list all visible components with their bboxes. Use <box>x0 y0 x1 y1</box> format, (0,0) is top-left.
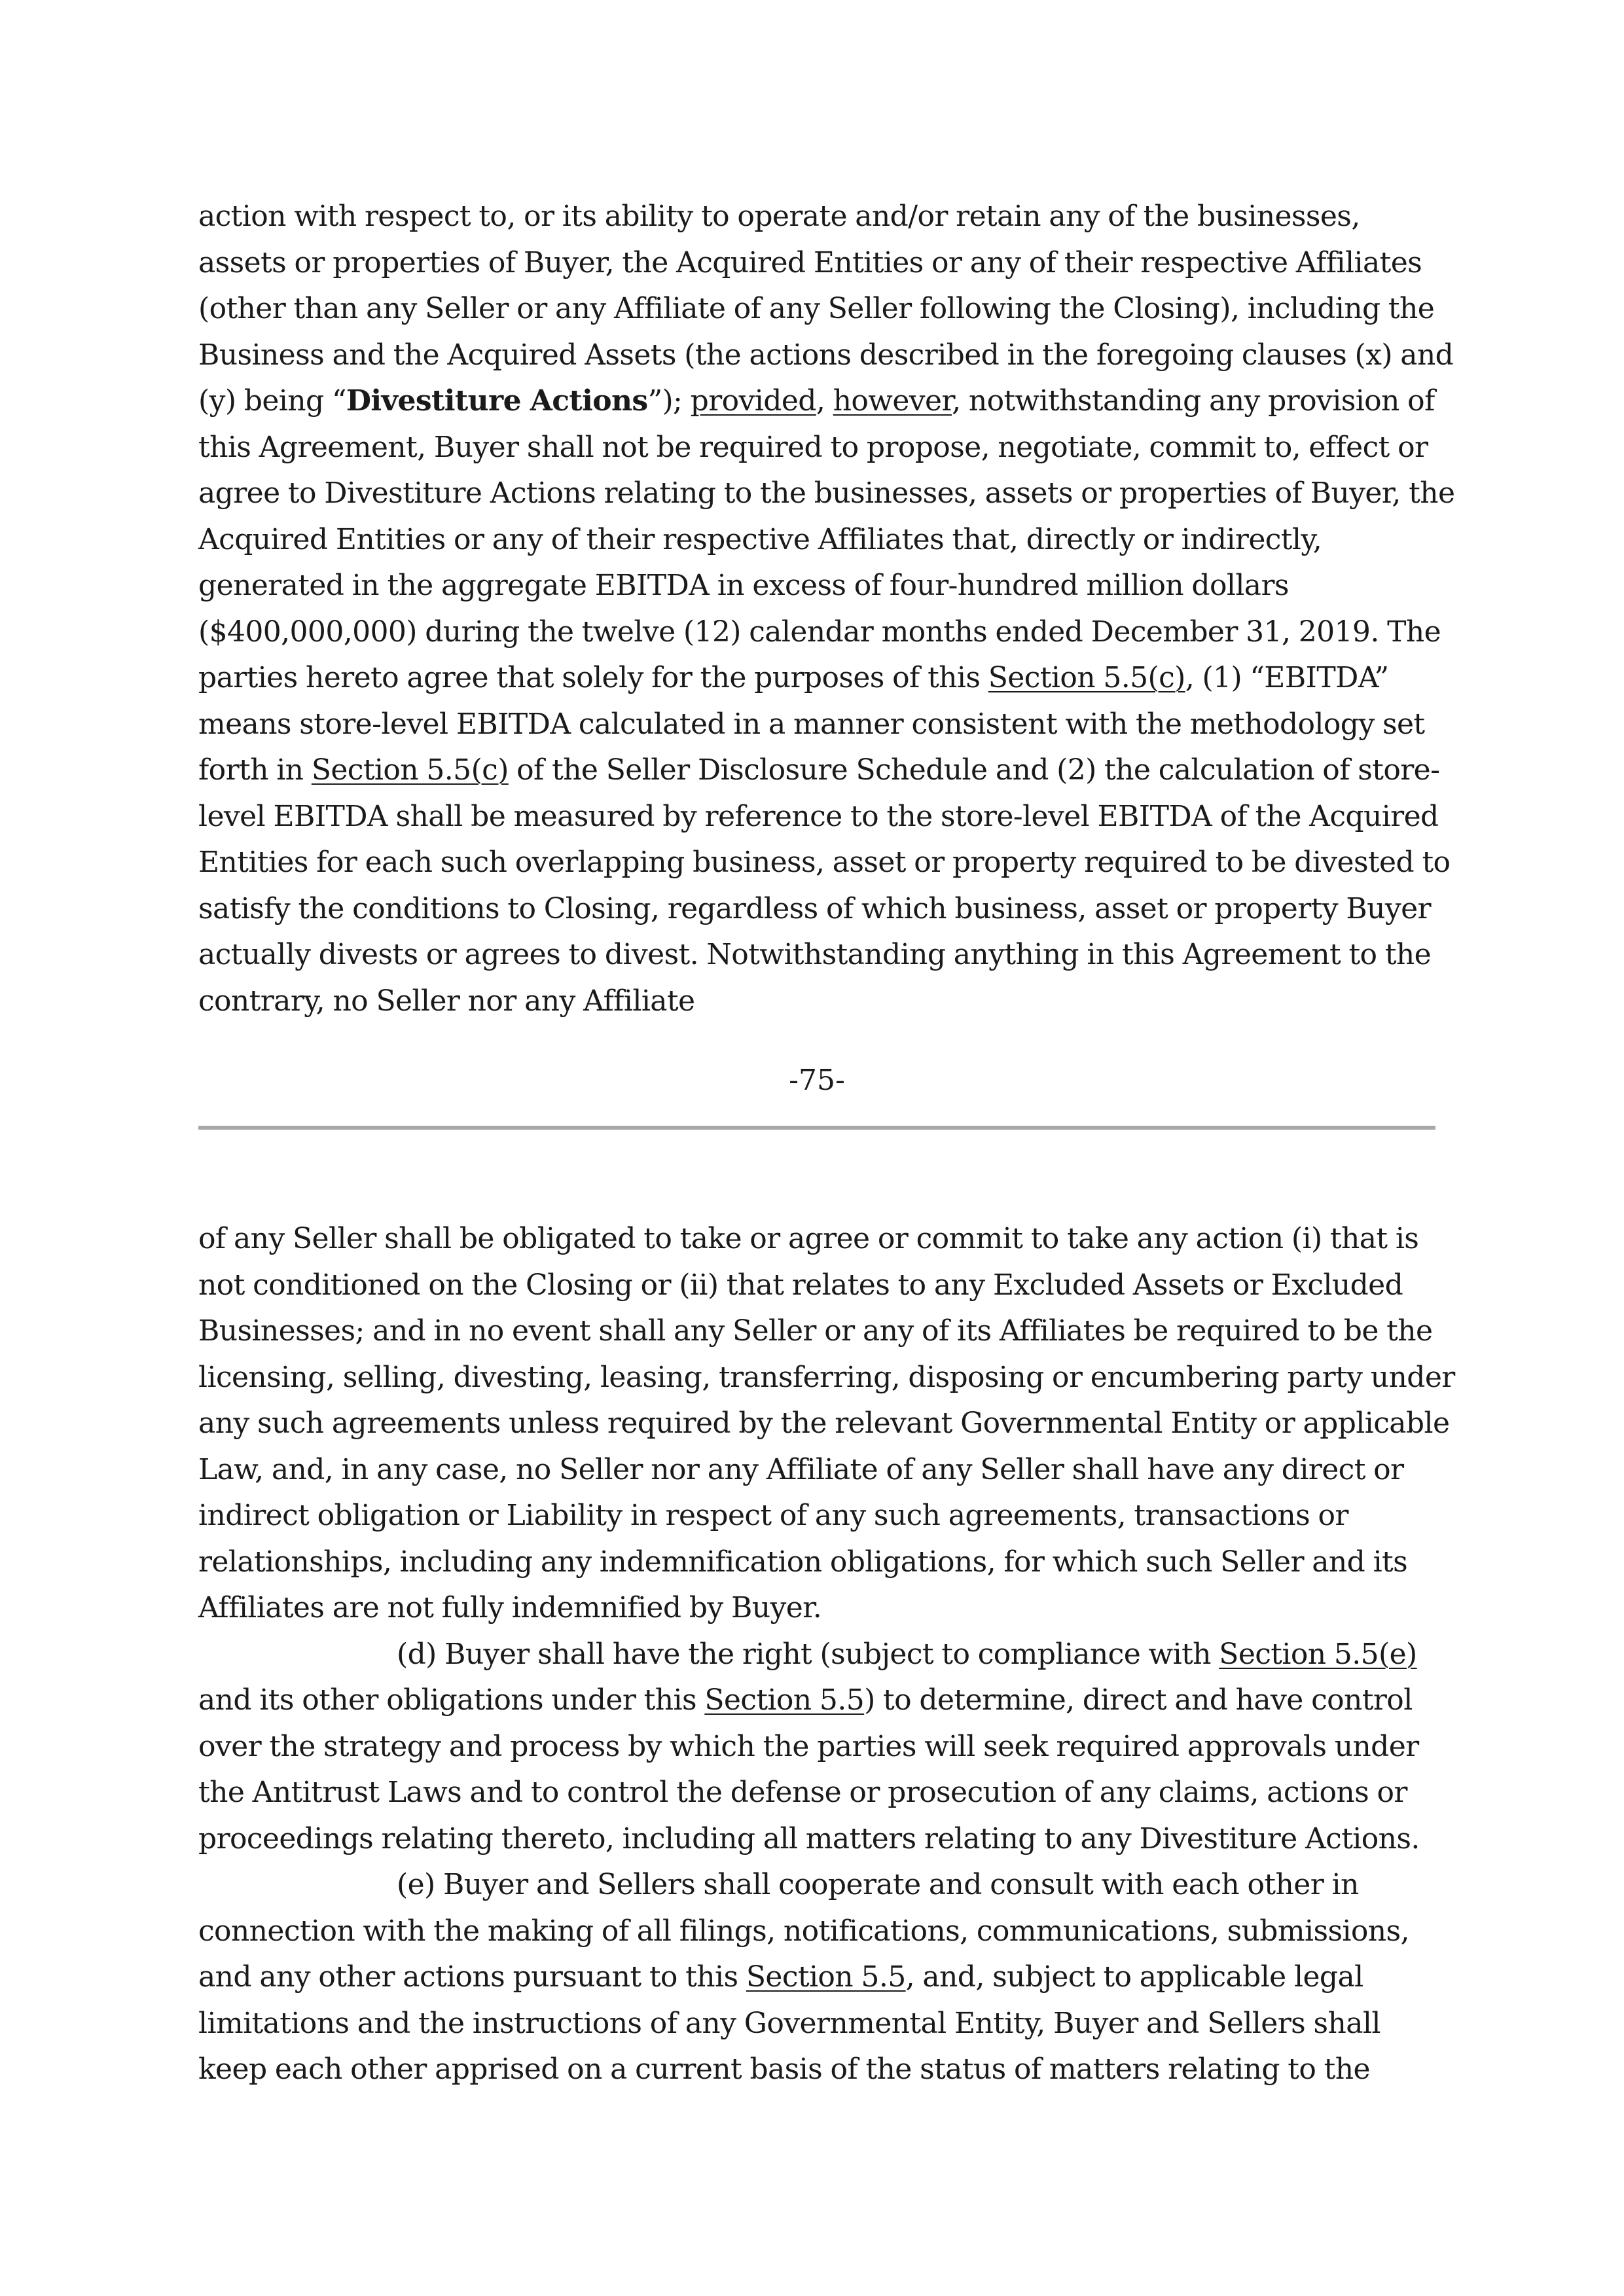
text-line: level EBITDA shall be measured by reference to the store-level EBITDA of the Acquired <box>198 799 1439 833</box>
page-divider <box>198 1126 1435 1130</box>
text-line: Business and the Acquired Assets (the actions described in the foregoing clauses (x) and <box>198 338 1454 372</box>
text-fragment: forth in <box>198 753 312 787</box>
text-line: Acquired Entities or any of their respective Affiliates that, directly or indirectly, <box>198 522 1322 556</box>
text-fragment: ) to determine, direct and have control <box>864 1683 1413 1717</box>
section-reference: Section 5.5(c) <box>311 753 509 787</box>
page-76-body <box>198 1216 1455 2093</box>
paragraph-e <box>198 1862 1435 2093</box>
text-line: contrary, no Seller nor any Affiliate <box>198 984 695 1018</box>
text-line: Law, and, in any case, no Seller nor any Affiliate of any Seller shall have any direct or <box>198 1452 1404 1486</box>
text-line: over the strategy and process by which the parties will seek required approvals under <box>198 1729 1419 1763</box>
underlined-provided: provided <box>690 384 816 418</box>
section-reference: Section 5.5(e) <box>1219 1637 1417 1671</box>
text-line <box>198 747 1440 794</box>
text-fragment: and its other obligations under this <box>198 1683 705 1717</box>
text-line: Businesses; and in no event shall any Seller or any of its Affiliates be required to be the <box>198 1314 1433 1348</box>
text-line: generated in the aggregate EBITDA in excess of four-hundred million dollars <box>198 569 1289 602</box>
text-fragment: ”); <box>647 384 691 418</box>
text-line <box>198 1954 1435 2001</box>
text-line <box>198 1632 1435 1678</box>
text-line: (other than any Seller or any Affiliate of any Seller following the Closing), including the <box>198 292 1435 325</box>
text-line: keep each other apprised on a current basis of the status of matters relating to the <box>198 2053 1370 2086</box>
section-reference: Section 5.5(c) <box>988 661 1185 694</box>
paragraph-divestiture-actions <box>198 194 1455 1024</box>
text-line: Entities for each such overlapping business, asset or property required to be divested to <box>198 846 1451 879</box>
text-line: assets or properties of Buyer, the Acquired Entities or any of their respective Affiliates <box>198 245 1422 279</box>
text-line: licensing, selling, divesting, leasing, transferring, disposing or encumbering party under <box>198 1360 1455 1394</box>
text-line: agree to Divestiture Actions relating to the businesses, assets or properties of Buyer, the <box>198 476 1455 510</box>
text-line: actually divests or agrees to divest. Notwithstanding anything in this Agreement to the <box>198 938 1432 971</box>
text-line: of any Seller shall be obligated to take or agree or commit to take any action (i) that is <box>198 1222 1419 1255</box>
text-fragment: and any other actions pursuant to this <box>198 1960 746 1994</box>
text-line: limitations and the instructions of any Governmental Entity, Buyer and Sellers shall <box>198 2006 1380 2040</box>
text-fragment: parties hereto agree that solely for the purposes of this <box>198 661 988 694</box>
text-line: Affiliates are not fully indemnified by Buyer. <box>198 1591 822 1624</box>
text-line <box>198 378 1435 425</box>
text-line: satisfy the conditions to Closing, regardless of which business, asset or property Buyer <box>198 891 1431 925</box>
text-line <box>198 655 1435 702</box>
text-line: (e) Buyer and Sellers shall cooperate and consult with each other in <box>397 1868 1359 1901</box>
text-fragment: , and, subject to applicable legal <box>905 1960 1363 1994</box>
text-fragment: (y) being “ <box>198 384 346 418</box>
paragraph-d <box>198 1632 1435 1863</box>
text-line: ($400,000,000) during the twelve (12) calendar months ended December 31, 2019. The <box>198 615 1441 649</box>
text-line <box>198 1677 1435 1724</box>
page-number: -75- <box>789 1064 845 1097</box>
section-reference: Section 5.5 <box>746 1960 906 1994</box>
text-line: this Agreement, Buyer shall not be required to propose, negotiate, commit to, effect or <box>198 430 1428 464</box>
text-fragment: of the Seller Disclosure Schedule and (2) the calculation of store- <box>508 753 1440 787</box>
underlined-however: however <box>833 384 952 418</box>
page-75-body <box>198 194 1455 1024</box>
text-fragment: , notwithstanding any provision of <box>952 384 1435 418</box>
text-line: any such agreements unless required by the relevant Governmental Entity or applicable <box>198 1407 1450 1440</box>
text-fragment: , (1) “EBITDA” <box>1185 661 1389 694</box>
text-line: action with respect to, or its ability to operate and/or retain any of the businesses, <box>198 200 1360 233</box>
text-line: not conditioned on the Closing or (ii) that relates to any Excluded Assets or Excluded <box>198 1268 1403 1302</box>
text-fragment: , <box>816 384 833 418</box>
text-line: means store-level EBITDA calculated in a manner consistent with the methodology set <box>198 707 1425 741</box>
text-line: relationships, including any indemnification obligations, for which such Seller and its <box>198 1545 1408 1579</box>
paragraph-seller-obligations <box>198 1216 1455 1632</box>
text-line: the Antitrust Laws and to control the defense or prosecution of any claims, actions or <box>198 1776 1407 1809</box>
text-line: indirect obligation or Liability in respect of any such agreements, transactions or <box>198 1499 1348 1532</box>
defined-term-divestiture-actions: Divestiture Actions <box>346 384 648 418</box>
section-reference: Section 5.5 <box>704 1683 865 1717</box>
text-fragment: (d) Buyer shall have the right (subject to compliance with <box>397 1637 1219 1671</box>
text-line: proceedings relating thereto, including all matters relating to any Divestiture Actions. <box>198 1821 1420 1856</box>
text-line: connection with the making of all filings, notifications, communications, submissions, <box>198 1914 1409 1948</box>
